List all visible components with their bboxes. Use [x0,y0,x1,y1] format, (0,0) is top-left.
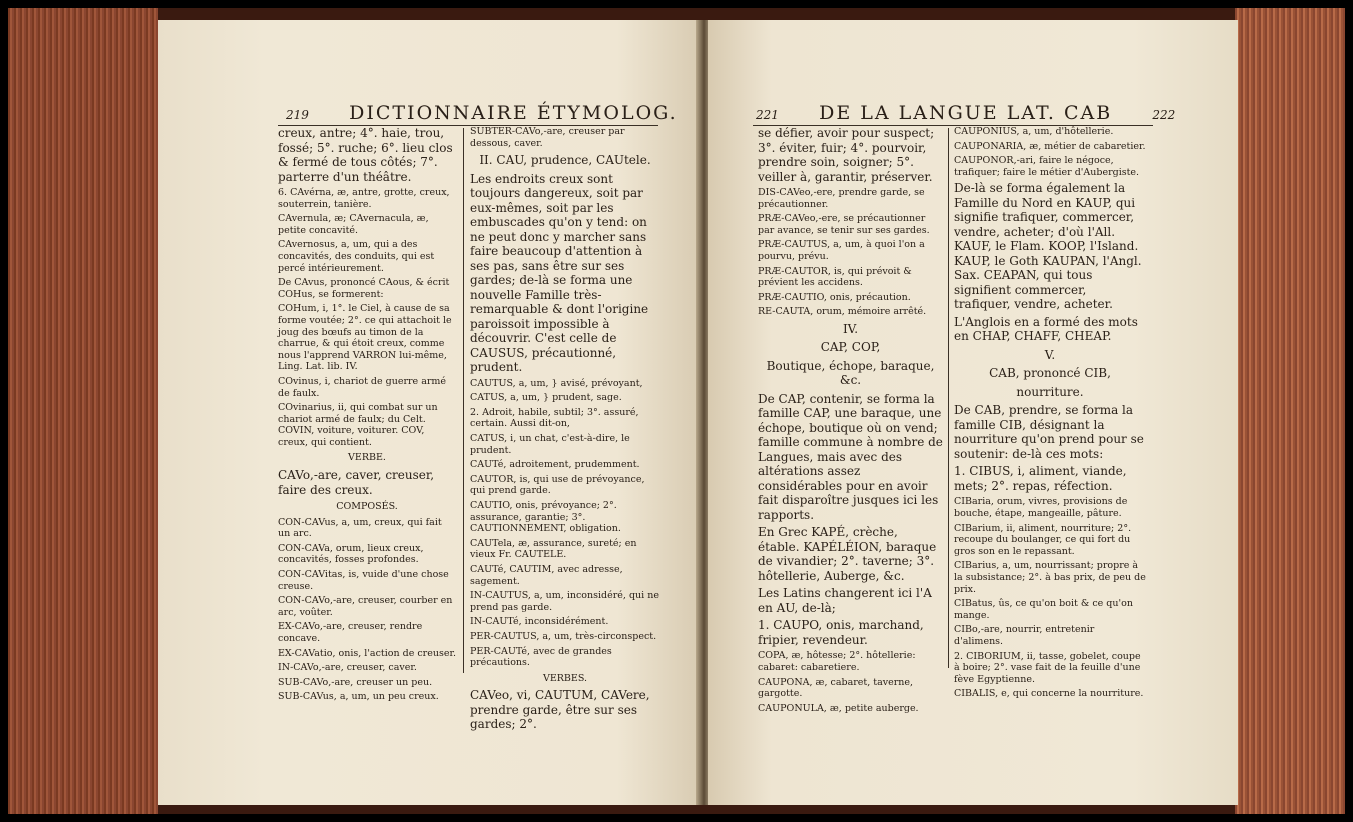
page-number-222: 222 [1152,108,1176,122]
entry: se défier, avoir pour suspect; 3°. éviter, fuir; 4°. pourvoir, prendre soin, soigner; 5°. veiller à, garantir, préserver. [758,126,935,184]
paragraph: Les endroits creux sont toujours dangereux, soit par eux-mêmes, soit par les embuscades qu'on y tend: on ne peut donc y marcher sans faire beaucoup d'attention à ses pas, sans être sur ses gardes; de-là se forma une nouvelle Famille très-remarquable & dont l'origine paroissoit impossible à découvrir. C'est celle de CAUSUS, précautionné, prudent. [470,171,649,375]
entry: 2. CIBORIUM, ii, tasse, gobelet, coupe à boire; 2°. vase fait de la feuille d'une fève Egyptienne. [954,650,1141,685]
left-column-divider [463,128,464,673]
entry: DIS-CAVeo,-ere, prendre garde, se précautionner. [758,187,925,210]
left-header [286,102,741,124]
paragraph: En Grec KAPÉ, crèche, étable. KAPÉLÉION, baraque de vivandier; 2°. taverne; 3°. hôtellerie, Auberge, &c. [758,525,937,583]
entry: CAUPONOR,-ari, faire le négoce, trafiquer; faire le métier d'Aubergiste. [954,155,1140,178]
entry: CATUS, i, un chat, c'est-à-dire, le prudent. [470,433,630,456]
entry: 1. CAUPO, onis, marchand, fripier, revendeur. [758,618,924,647]
entry: SUB-CAVus, a, um, un peu creux. [278,691,439,703]
entry: CIBatus, ûs, ce qu'on boit & ce qu'on mange. [954,598,1133,621]
left-page [158,20,698,805]
entry: CAUTUS, a, um, } avisé, prévoyant, [470,377,643,389]
right-column-divider [948,128,949,668]
entry: CON-CAVitas, is, vuide d'une chose creuse. [278,569,449,592]
section-heading: V. [1044,347,1056,362]
entry: CIBALIS, e, qui concerne la nourriture. [954,688,1144,700]
entry: RE-CAUTA, orum, mémoire arrêté. [758,306,927,318]
book-edge-right [1235,8,1345,814]
entry: PRÆ-CAUTUS, a, um, à quoi l'on a pourvu, prévu. [758,239,925,262]
entry: CAvernosus, a, um, qui a des concavités, des conduits, qui est percé intérieurement. [278,239,435,274]
open-book [8,8,1345,814]
entry: CAUTé, adroitement, prudemment. [470,459,640,471]
entry: 2. Adroit, habile, subtil; 3°. assuré, certain. Aussi dit-on, [470,406,639,430]
right-column-2 [954,126,1146,703]
entry: CAUPONIUS, a, um, d'hôtellerie. [954,126,1114,137]
entry: CIBo,-are, nourrir, entretenir d'alimens. [954,624,1095,647]
entry: CAVo,-are, caver, creuser, faire des creux. [278,468,435,497]
paragraph: De CAP, contenir, se forma la famille CAP, une baraque, une échope, boutique où on vend; famille commune à nombre de Langues, mais avec des altérations assez considérables pour en avoir fait disparoître jusques ici les rapports. [758,391,943,522]
entry: IN-CAVo,-are, creuser, caver. [278,662,417,674]
entry: CAUTOR, is, qui use de prévoyance, qui prend garde. [470,473,645,497]
entry: CIBarius, a, um, nourrissant; propre à la subsistance; 2°. à bas prix, de peu de prix. [954,560,1146,595]
entry: PRÆ-CAVeo,-ere, se précautionner par avance, se tenir sur ses gardes. [758,213,930,236]
paragraph: De-là se forma également la Famille du Nord en KAUP, qui signifie trafiquer, commercer, vendre, acheter; d'où l'All. KAUF, le Flam. KOOP, l'Island. KAUP, le Goth KAUPAN, l'Angl. Sax. CEAPAN, qui tous signifient commercer, trafiquer, vendre, acheter. [954,181,1142,312]
entry: COPA, æ, hôtesse; 2°. hôtellerie: cabaret: cabaretiere. [758,650,916,674]
entry: CAUTé, CAUTIM, avec adresse, sagement. [470,564,623,587]
section-heading: CAP, COP, [820,340,881,355]
entry: SUB-CAVo,-are, creuser un peu. [278,676,433,688]
entry: PRÆ-CAUTOR, is, qui prévoit & prévient les accidens. [758,265,912,289]
entry: CATUS, a, um, } prudent, sage. [470,392,622,404]
entry: CAVeo, vi, CAUTUM, CAVere, prendre garde, être sur ses gardes; 2°. [470,688,650,732]
entry: CIBaria, orum, vivres, provisions de bouche, étape, mangeaille, pâture. [954,496,1128,519]
left-running-head: DICTIONNAIRE ÉTYMOLOG. [349,102,678,124]
entry: CAUPONARIA, æ, métier de cabaretier. [954,140,1146,152]
entry: PER-CAUTé, avec de grandes précautions. [470,645,612,669]
right-page [708,20,1238,805]
section-subheading: nourriture. [1016,384,1084,399]
entry: SUBTER-CAVo,-are, creuser par dessous, caver. [470,126,625,149]
book-edge-left [8,8,158,814]
left-column-2 [470,126,660,735]
entry: CIBarium, ii, aliment, nourriture; 2°. recoupe du boulanger, ce qui fort du gros son en le repassant. [954,522,1132,557]
entry: EX-CAVo,-are, creuser, rendre concave. [278,621,423,644]
right-column-1 [758,126,943,717]
section-subheading: Boutique, échope, baraque, &c. [766,358,935,388]
entry: IN-CAUTUS, a, um, inconsidéré, qui ne prend pas garde. [470,590,659,613]
left-column-1 [278,126,456,706]
entry: creux, antre; 4°. haie, trou, fossé; 5°. ruche; 6°. lieu clos & fermé de tous côtés; 7°. parterre d'un théâtre. [278,126,453,184]
section-heading: VERBES. [542,672,588,684]
entry: IN-CAUTé, inconsidérément. [470,616,609,628]
paragraph: L'Anglois en a formé des mots en CHAP, CHAFF, CHEAP. [954,314,1138,344]
section-heading: CAB, prononcé CIB, [989,366,1111,381]
entry: COvinus, i, chariot de guerre armé de faulx. [278,375,447,399]
entry: CAUPONA, æ, cabaret, taverne, gargotte. [758,676,914,700]
right-running-head: DE LA LANGUE LAT. CAB [819,102,1113,124]
entry: COvinarius, ii, qui combat sur un chariot armé de faulx; du Celt. COVIN, voiture, voiturer. COV, creux, qui contient. [278,402,438,448]
entry: CAUTIO, onis, prévoyance; 2°. assurance, garantie; 3°. CAUTIONNEMENT, obligation. [470,500,621,535]
paragraph: De CAB, prendre, se forma la famille CIB, désignant la nourriture qu'on prend pour se soutenir: de-là ces mots: [954,403,1144,461]
entry: CAUTela, æ, assurance, sureté; en vieux Fr. CAUTELE. [470,537,637,561]
entry: COHum, i, 1°. le Ciel, à cause de sa forme voutée; 2°. ce qui attachoit le joug des bœufs au timon de la charrue, & qui étoit creux, comme nous l'apprend VARRON lui-même, Ling. Lat. lib. IV. [278,303,452,373]
entry: CON-CAVo,-are, creuser, courber en arc, voûter. [278,595,453,618]
entry: CAvernula, æ; CAvernacula, æ, petite concavité. [278,213,429,236]
page-number-219: 219 [286,108,309,122]
entry: CON-CAVus, a, um, creux, qui fait un arc. [278,516,442,540]
entry: PRÆ-CAUTIO, onis, précaution. [758,291,911,303]
right-header [756,102,1175,124]
entry: CON-CAVa, orum, lieux creux, concavités, fosses profondes. [278,542,424,566]
entry: PER-CAUTUS, a, um, très-circonspect. [470,630,657,642]
entry: EX-CAVatio, onis, l'action de creuser. [278,647,456,659]
section-heading: II. CAU, prudence, CAUtele. [479,153,651,168]
page-number-221: 221 [756,108,779,122]
section-heading: COMPOSÉS. [336,501,398,513]
section-heading: VERBE. [348,452,386,464]
paragraph: Les Latins changerent ici l'A en AU, de-là; [758,586,932,615]
entry: 6. CAvérna, æ, antre, grotte, creux, souterrein, tanière. [278,187,450,210]
section-heading: IV. [842,321,859,336]
entry: CAUPONULA, æ, petite auberge. [758,702,919,714]
entry: 1. CIBUS, i, aliment, viande, mets; 2°. repas, réfection. [954,464,1127,493]
entry: De CAvus, prononcé CAous, & écrit COHus, se formerent: [278,277,450,300]
